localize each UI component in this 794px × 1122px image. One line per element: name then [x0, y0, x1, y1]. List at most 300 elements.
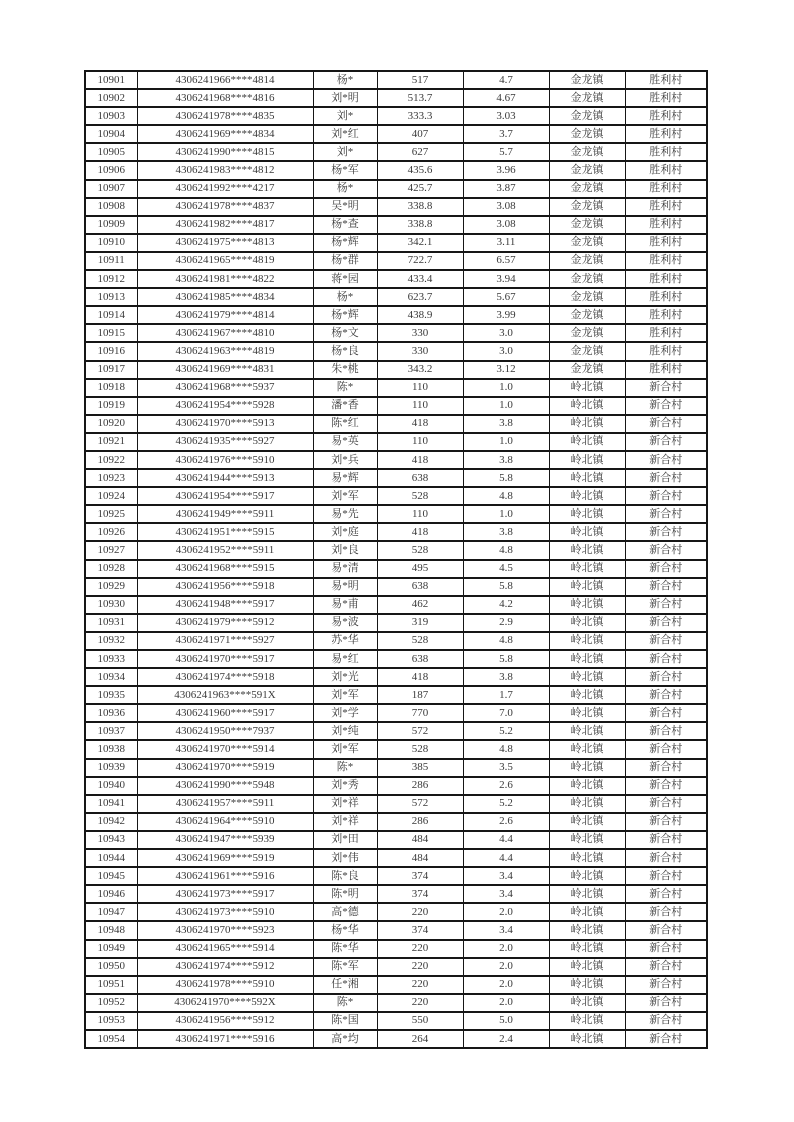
village-cell: 胜利村 — [625, 180, 707, 198]
name-cell: 杨*查 — [313, 216, 377, 234]
amount-cell: 330 — [377, 324, 463, 342]
town-cell: 岭北镇 — [549, 795, 625, 813]
area-cell: 3.0 — [463, 342, 549, 360]
id-card-cell: 4306241935****5927 — [137, 433, 313, 451]
table-row — [85, 379, 707, 397]
id-card-cell: 4306241970****5917 — [137, 650, 313, 668]
amount-cell: 528 — [377, 740, 463, 758]
town-cell: 岭北镇 — [549, 759, 625, 777]
serial-cell: 10932 — [85, 632, 137, 650]
serial-cell: 10903 — [85, 107, 137, 125]
id-card-cell: 4306241973****5910 — [137, 903, 313, 921]
village-cell: 新合村 — [625, 958, 707, 976]
table-row — [85, 759, 707, 777]
table-row — [85, 686, 707, 704]
town-cell: 金龙镇 — [549, 198, 625, 216]
area-cell: 3.87 — [463, 180, 549, 198]
town-cell: 金龙镇 — [549, 107, 625, 125]
village-cell: 新合村 — [625, 722, 707, 740]
amount-cell: 484 — [377, 831, 463, 849]
amount-cell: 220 — [377, 958, 463, 976]
name-cell: 陈*明 — [313, 885, 377, 903]
table-row — [85, 342, 707, 360]
village-cell: 胜利村 — [625, 288, 707, 306]
serial-cell: 10950 — [85, 958, 137, 976]
town-cell: 岭北镇 — [549, 397, 625, 415]
id-card-cell: 4306241960****5917 — [137, 704, 313, 722]
town-cell: 金龙镇 — [549, 270, 625, 288]
name-cell: 吴*明 — [313, 198, 377, 216]
name-cell: 陈* — [313, 379, 377, 397]
village-cell: 新合村 — [625, 614, 707, 632]
serial-cell: 10951 — [85, 976, 137, 994]
amount-cell: 638 — [377, 650, 463, 668]
area-cell: 3.0 — [463, 324, 549, 342]
id-card-cell: 4306241965****4819 — [137, 252, 313, 270]
area-cell: 4.8 — [463, 632, 549, 650]
id-card-cell: 4306241967****4810 — [137, 324, 313, 342]
town-cell: 岭北镇 — [549, 777, 625, 795]
name-cell: 陈* — [313, 759, 377, 777]
area-cell: 4.67 — [463, 89, 549, 107]
area-cell: 4.4 — [463, 831, 549, 849]
table-row — [85, 505, 707, 523]
id-card-cell: 4306241975****4813 — [137, 234, 313, 252]
town-cell: 岭北镇 — [549, 505, 625, 523]
serial-cell: 10947 — [85, 903, 137, 921]
serial-cell: 10906 — [85, 161, 137, 179]
name-cell: 陈*红 — [313, 415, 377, 433]
town-cell: 岭北镇 — [549, 921, 625, 939]
area-cell: 3.5 — [463, 759, 549, 777]
table-row — [85, 614, 707, 632]
table-body — [85, 71, 707, 1048]
id-card-cell: 4306241976****5910 — [137, 451, 313, 469]
town-cell: 岭北镇 — [549, 433, 625, 451]
town-cell: 岭北镇 — [549, 596, 625, 614]
serial-cell: 10921 — [85, 433, 137, 451]
amount-cell: 572 — [377, 722, 463, 740]
table-row — [85, 849, 707, 867]
town-cell: 岭北镇 — [549, 614, 625, 632]
area-cell: 2.6 — [463, 813, 549, 831]
town-cell: 金龙镇 — [549, 71, 625, 89]
town-cell: 岭北镇 — [549, 940, 625, 958]
name-cell: 刘*伟 — [313, 849, 377, 867]
village-cell: 新合村 — [625, 885, 707, 903]
area-cell: 3.11 — [463, 234, 549, 252]
table-row — [85, 958, 707, 976]
town-cell: 岭北镇 — [549, 632, 625, 650]
table-row — [85, 469, 707, 487]
id-card-cell: 4306241970****592X — [137, 994, 313, 1012]
id-card-cell: 4306241970****5919 — [137, 759, 313, 777]
name-cell: 易*红 — [313, 650, 377, 668]
id-card-cell: 4306241964****5910 — [137, 813, 313, 831]
id-card-cell: 4306241970****5914 — [137, 740, 313, 758]
table-row — [85, 89, 707, 107]
town-cell: 岭北镇 — [549, 523, 625, 541]
village-cell: 胜利村 — [625, 216, 707, 234]
area-cell: 3.08 — [463, 216, 549, 234]
table-row — [85, 903, 707, 921]
village-cell: 胜利村 — [625, 342, 707, 360]
name-cell: 陈*国 — [313, 1012, 377, 1030]
amount-cell: 418 — [377, 451, 463, 469]
town-cell: 金龙镇 — [549, 324, 625, 342]
amount-cell: 286 — [377, 813, 463, 831]
town-cell: 岭北镇 — [549, 831, 625, 849]
area-cell: 7.0 — [463, 704, 549, 722]
area-cell: 3.4 — [463, 867, 549, 885]
village-cell: 新合村 — [625, 686, 707, 704]
id-card-cell: 4306241990****4815 — [137, 143, 313, 161]
table-row — [85, 1012, 707, 1030]
serial-cell: 10923 — [85, 469, 137, 487]
table-row — [85, 1030, 707, 1048]
serial-cell: 10927 — [85, 541, 137, 559]
table-row — [85, 813, 707, 831]
table-row — [85, 397, 707, 415]
area-cell: 5.8 — [463, 650, 549, 668]
town-cell: 岭北镇 — [549, 994, 625, 1012]
name-cell: 易*先 — [313, 505, 377, 523]
id-card-cell: 4306241969****5919 — [137, 849, 313, 867]
area-cell: 1.0 — [463, 397, 549, 415]
town-cell: 岭北镇 — [549, 885, 625, 903]
serial-cell: 10929 — [85, 578, 137, 596]
name-cell: 高*德 — [313, 903, 377, 921]
id-card-cell: 4306241971****5916 — [137, 1030, 313, 1048]
town-cell: 岭北镇 — [549, 722, 625, 740]
serial-cell: 10941 — [85, 795, 137, 813]
table-row — [85, 632, 707, 650]
area-cell: 1.0 — [463, 505, 549, 523]
town-cell: 岭北镇 — [549, 650, 625, 668]
amount-cell: 343.2 — [377, 361, 463, 379]
town-cell: 金龙镇 — [549, 216, 625, 234]
amount-cell: 333.3 — [377, 107, 463, 125]
village-cell: 新合村 — [625, 867, 707, 885]
table-row — [85, 885, 707, 903]
amount-cell: 342.1 — [377, 234, 463, 252]
amount-cell: 407 — [377, 125, 463, 143]
amount-cell: 418 — [377, 523, 463, 541]
area-cell: 1.0 — [463, 379, 549, 397]
id-card-cell: 4306241957****5911 — [137, 795, 313, 813]
area-cell: 3.8 — [463, 523, 549, 541]
name-cell: 杨*军 — [313, 161, 377, 179]
serial-cell: 10953 — [85, 1012, 137, 1030]
id-card-cell: 4306241968****4816 — [137, 89, 313, 107]
village-cell: 胜利村 — [625, 324, 707, 342]
village-cell: 新合村 — [625, 704, 707, 722]
name-cell: 杨*良 — [313, 342, 377, 360]
village-cell: 新合村 — [625, 397, 707, 415]
id-card-cell: 4306241979****4814 — [137, 306, 313, 324]
town-cell: 岭北镇 — [549, 560, 625, 578]
table-row — [85, 306, 707, 324]
amount-cell: 110 — [377, 433, 463, 451]
name-cell: 杨* — [313, 288, 377, 306]
serial-cell: 10940 — [85, 777, 137, 795]
village-cell: 新合村 — [625, 759, 707, 777]
area-cell: 3.4 — [463, 885, 549, 903]
village-cell: 新合村 — [625, 668, 707, 686]
table-row — [85, 976, 707, 994]
name-cell: 易*清 — [313, 560, 377, 578]
name-cell: 刘*军 — [313, 686, 377, 704]
amount-cell: 638 — [377, 469, 463, 487]
name-cell: 易*明 — [313, 578, 377, 596]
serial-cell: 10948 — [85, 921, 137, 939]
name-cell: 刘*红 — [313, 125, 377, 143]
amount-cell: 418 — [377, 415, 463, 433]
amount-cell: 528 — [377, 632, 463, 650]
serial-cell: 10904 — [85, 125, 137, 143]
amount-cell: 374 — [377, 921, 463, 939]
name-cell: 刘*军 — [313, 740, 377, 758]
amount-cell: 338.8 — [377, 198, 463, 216]
serial-cell: 10911 — [85, 252, 137, 270]
table-row — [85, 107, 707, 125]
amount-cell: 110 — [377, 379, 463, 397]
area-cell: 2.0 — [463, 994, 549, 1012]
town-cell: 岭北镇 — [549, 487, 625, 505]
name-cell: 朱*桃 — [313, 361, 377, 379]
id-card-cell: 4306241963****4819 — [137, 342, 313, 360]
table-row — [85, 415, 707, 433]
id-card-cell: 4306241950****7937 — [137, 722, 313, 740]
town-cell: 岭北镇 — [549, 976, 625, 994]
amount-cell: 572 — [377, 795, 463, 813]
area-cell: 2.6 — [463, 777, 549, 795]
table-row — [85, 704, 707, 722]
name-cell: 陈*良 — [313, 867, 377, 885]
name-cell: 陈*华 — [313, 940, 377, 958]
area-cell: 3.12 — [463, 361, 549, 379]
village-cell: 新合村 — [625, 469, 707, 487]
serial-cell: 10936 — [85, 704, 137, 722]
id-card-cell: 4306241978****5910 — [137, 976, 313, 994]
village-cell: 新合村 — [625, 849, 707, 867]
village-cell: 新合村 — [625, 1012, 707, 1030]
serial-cell: 10938 — [85, 740, 137, 758]
village-cell: 胜利村 — [625, 270, 707, 288]
table-row — [85, 234, 707, 252]
serial-cell: 10910 — [85, 234, 137, 252]
village-cell: 胜利村 — [625, 234, 707, 252]
name-cell: 刘*兵 — [313, 451, 377, 469]
id-card-cell: 4306241973****5917 — [137, 885, 313, 903]
id-card-cell: 4306241956****5918 — [137, 578, 313, 596]
amount-cell: 374 — [377, 867, 463, 885]
town-cell: 金龙镇 — [549, 161, 625, 179]
id-card-cell: 4306241981****4822 — [137, 270, 313, 288]
serial-cell: 10907 — [85, 180, 137, 198]
town-cell: 岭北镇 — [549, 686, 625, 704]
table-row — [85, 523, 707, 541]
serial-cell: 10933 — [85, 650, 137, 668]
table-row — [85, 161, 707, 179]
name-cell: 刘* — [313, 143, 377, 161]
village-cell: 新合村 — [625, 433, 707, 451]
table-row — [85, 940, 707, 958]
id-card-cell: 4306241961****5916 — [137, 867, 313, 885]
town-cell: 岭北镇 — [549, 578, 625, 596]
name-cell: 刘*学 — [313, 704, 377, 722]
amount-cell: 638 — [377, 578, 463, 596]
serial-cell: 10925 — [85, 505, 137, 523]
town-cell: 金龙镇 — [549, 361, 625, 379]
area-cell: 5.2 — [463, 722, 549, 740]
name-cell: 杨*华 — [313, 921, 377, 939]
area-cell: 5.67 — [463, 288, 549, 306]
name-cell: 刘*秀 — [313, 777, 377, 795]
town-cell: 岭北镇 — [549, 958, 625, 976]
town-cell: 金龙镇 — [549, 342, 625, 360]
id-card-cell: 4306241944****5913 — [137, 469, 313, 487]
name-cell: 刘* — [313, 107, 377, 125]
table-row — [85, 487, 707, 505]
name-cell: 易*英 — [313, 433, 377, 451]
village-cell: 胜利村 — [625, 306, 707, 324]
name-cell: 刘*庭 — [313, 523, 377, 541]
id-card-cell: 4306241978****4835 — [137, 107, 313, 125]
village-cell: 新合村 — [625, 740, 707, 758]
village-cell: 新合村 — [625, 940, 707, 958]
table-row — [85, 578, 707, 596]
village-cell: 胜利村 — [625, 252, 707, 270]
area-cell: 4.4 — [463, 849, 549, 867]
table-row — [85, 324, 707, 342]
area-cell: 5.8 — [463, 469, 549, 487]
area-cell: 3.96 — [463, 161, 549, 179]
id-card-cell: 4306241974****5918 — [137, 668, 313, 686]
area-cell: 1.0 — [463, 433, 549, 451]
amount-cell: 220 — [377, 903, 463, 921]
name-cell: 刘*光 — [313, 668, 377, 686]
id-card-cell: 4306241963****591X — [137, 686, 313, 704]
town-cell: 岭北镇 — [549, 849, 625, 867]
id-card-cell: 4306241948****5917 — [137, 596, 313, 614]
village-cell: 新合村 — [625, 578, 707, 596]
area-cell: 1.7 — [463, 686, 549, 704]
name-cell: 高*均 — [313, 1030, 377, 1048]
village-cell: 新合村 — [625, 632, 707, 650]
table-row — [85, 722, 707, 740]
id-card-cell: 4306241969****4834 — [137, 125, 313, 143]
table-row — [85, 288, 707, 306]
name-cell: 刘*祥 — [313, 795, 377, 813]
table-row — [85, 740, 707, 758]
village-cell: 新合村 — [625, 379, 707, 397]
town-cell: 金龙镇 — [549, 252, 625, 270]
serial-cell: 10949 — [85, 940, 137, 958]
amount-cell: 517 — [377, 71, 463, 89]
id-card-cell: 4306241947****5939 — [137, 831, 313, 849]
village-cell: 新合村 — [625, 1030, 707, 1048]
name-cell: 刘*纯 — [313, 722, 377, 740]
village-cell: 新合村 — [625, 994, 707, 1012]
id-card-cell: 4306241966****4814 — [137, 71, 313, 89]
serial-cell: 10920 — [85, 415, 137, 433]
area-cell: 4.8 — [463, 740, 549, 758]
amount-cell: 385 — [377, 759, 463, 777]
serial-cell: 10916 — [85, 342, 137, 360]
town-cell: 岭北镇 — [549, 668, 625, 686]
table-row — [85, 180, 707, 198]
town-cell: 岭北镇 — [549, 415, 625, 433]
amount-cell: 338.8 — [377, 216, 463, 234]
village-cell: 胜利村 — [625, 89, 707, 107]
id-card-cell: 4306241971****5927 — [137, 632, 313, 650]
table-row — [85, 216, 707, 234]
serial-cell: 10944 — [85, 849, 137, 867]
amount-cell: 484 — [377, 849, 463, 867]
village-cell: 新合村 — [625, 903, 707, 921]
area-cell: 3.94 — [463, 270, 549, 288]
amount-cell: 286 — [377, 777, 463, 795]
name-cell: 易*波 — [313, 614, 377, 632]
id-card-cell: 4306241968****5937 — [137, 379, 313, 397]
village-cell: 胜利村 — [625, 198, 707, 216]
serial-cell: 10939 — [85, 759, 137, 777]
id-card-cell: 4306241954****5917 — [137, 487, 313, 505]
name-cell: 杨* — [313, 71, 377, 89]
town-cell: 金龙镇 — [549, 180, 625, 198]
area-cell: 5.7 — [463, 143, 549, 161]
serial-cell: 10905 — [85, 143, 137, 161]
table-row — [85, 125, 707, 143]
serial-cell: 10934 — [85, 668, 137, 686]
table-row — [85, 596, 707, 614]
area-cell: 3.99 — [463, 306, 549, 324]
area-cell: 3.08 — [463, 198, 549, 216]
table-row — [85, 361, 707, 379]
town-cell: 岭北镇 — [549, 541, 625, 559]
village-cell: 新合村 — [625, 596, 707, 614]
area-cell: 2.0 — [463, 976, 549, 994]
table-row — [85, 198, 707, 216]
id-card-cell: 4306241990****5948 — [137, 777, 313, 795]
town-cell: 岭北镇 — [549, 1030, 625, 1048]
amount-cell: 425.7 — [377, 180, 463, 198]
amount-cell: 110 — [377, 505, 463, 523]
serial-cell: 10917 — [85, 361, 137, 379]
id-card-cell: 4306241992****4217 — [137, 180, 313, 198]
amount-cell: 418 — [377, 668, 463, 686]
name-cell: 刘*良 — [313, 541, 377, 559]
serial-cell: 10902 — [85, 89, 137, 107]
id-card-cell: 4306241968****5915 — [137, 560, 313, 578]
serial-cell: 10914 — [85, 306, 137, 324]
town-cell: 金龙镇 — [549, 234, 625, 252]
town-cell: 岭北镇 — [549, 867, 625, 885]
id-card-cell: 4306241952****5911 — [137, 541, 313, 559]
name-cell: 易*甫 — [313, 596, 377, 614]
village-cell: 胜利村 — [625, 107, 707, 125]
amount-cell: 462 — [377, 596, 463, 614]
name-cell: 刘*明 — [313, 89, 377, 107]
area-cell: 2.4 — [463, 1030, 549, 1048]
area-cell: 5.8 — [463, 578, 549, 596]
village-cell: 新合村 — [625, 451, 707, 469]
village-cell: 胜利村 — [625, 361, 707, 379]
area-cell: 3.8 — [463, 451, 549, 469]
serial-cell: 10915 — [85, 324, 137, 342]
records-table-container — [84, 70, 708, 1049]
